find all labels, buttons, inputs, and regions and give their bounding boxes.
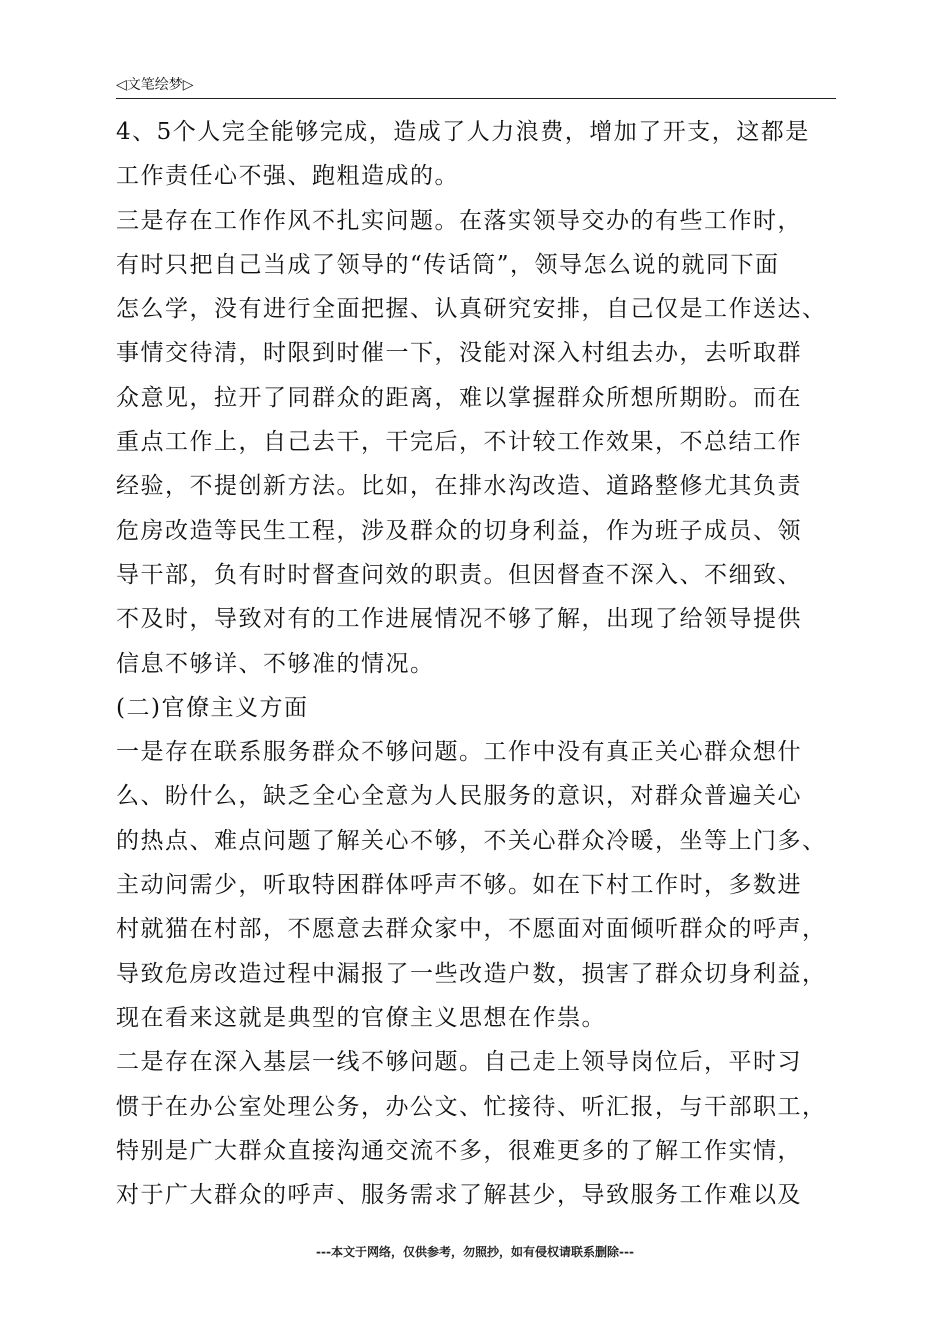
body-line: 危房改造等民生工程，涉及群众的切身利益，作为班子成员、领 (116, 517, 802, 544)
body-line: 事情交待清，时限到时催一下，没能对深入村组去办，去听取群 (116, 340, 802, 367)
body-line: 重点工作上，自己去干，干完后，不计较工作效果，不总结工作 (116, 429, 802, 456)
document-body (116, 110, 876, 1217)
body-line: 导干部，负有时时督查问效的职责。但因督查不深入、不细致、 (116, 561, 802, 588)
body-line: 二是存在深入基层一线不够问题。自己走上领导岗位后，平时习 (116, 1049, 802, 1076)
header-label: ◁文笔绘梦▷ (116, 77, 194, 93)
page-header (116, 74, 836, 99)
body-line: 工作责任心不强、跑粗造成的。 (116, 163, 459, 190)
body-line: 怎么学，没有进行全面把握、认真研究安排，自己仅是工作送达、 (116, 296, 827, 323)
body-line: 一是存在联系服务群众不够问题。工作中没有真正关心群众想什 (116, 739, 802, 766)
body-line: 众意见，拉开了同群众的距离，难以掌握群众所想所期盼。而在 (116, 384, 802, 411)
body-line: 的热点、难点问题了解关心不够，不关心群众冷暖，坐等上门多、 (116, 827, 827, 854)
page-footer: ---本文于网络，仅供参考，勿照抄，如有侵权请联系删除--- (316, 1245, 634, 1259)
body-line: 三是存在工作作风不扎实问题。在落实领导交办的有些工作时， (116, 207, 802, 234)
body-line: 特别是广大群众直接沟通交流不多，很难更多的了解工作实情， (116, 1137, 802, 1164)
body-line: 现在看来这就是典型的官僚主义思想在作祟。 (116, 1004, 606, 1031)
body-line: 村就猫在村部，不愿意去群众家中，不愿面对面倾听群众的呼声， (116, 916, 827, 943)
body-line: 导致危房改造过程中漏报了一些改造户数，损害了群众切身利益， (116, 960, 827, 987)
section-heading: (二)官僚主义方面 (116, 694, 309, 721)
body-line: 对于广大群众的呼声、服务需求了解甚少，导致服务工作难以及 (116, 1182, 802, 1209)
body-line: 不及时，导致对有的工作进展情况不够了解，出现了给领导提供 (116, 606, 802, 633)
body-line: 信息不够详、不够准的情况。 (116, 650, 435, 677)
body-line: 么、盼什么，缺乏全心全意为人民服务的意识，对群众普遍关心 (116, 783, 802, 810)
body-line: 经验，不提创新方法。比如，在排水沟改造、道路整修尤其负责 (116, 473, 802, 500)
body-line: 惯于在办公室处理公务，办公文、忙接待、听汇报，与干部职工， (116, 1093, 827, 1120)
body-line: 4、5个人完全能够完成，造成了人力浪费，增加了开支，这都是 (116, 119, 810, 145)
body-line: 有时只把自己当成了领导的“传话筒”，领导怎么说的就同下面 (116, 251, 780, 278)
body-line: 主动问需少，听取特困群体呼声不够。如在下村工作时，多数进 (116, 872, 802, 899)
